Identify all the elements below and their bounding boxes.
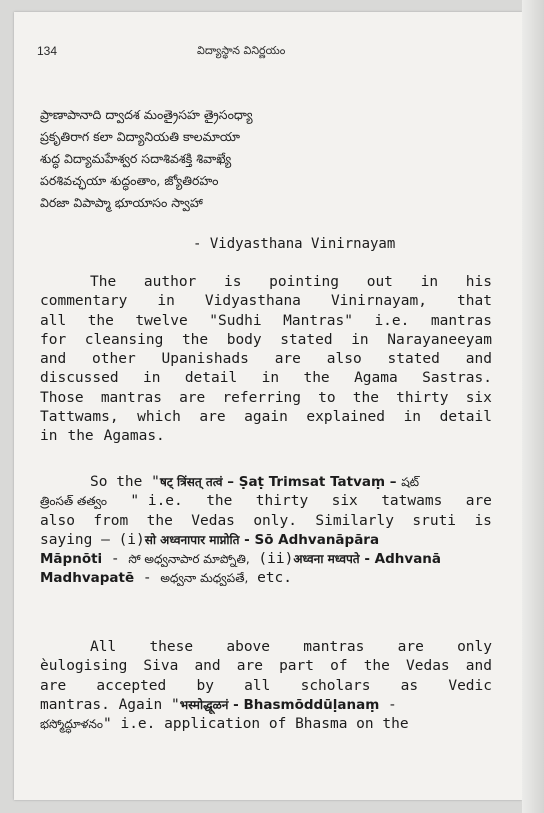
verse-line: విరజా విపాప్మా భూయాసం స్వాహా xyxy=(40,195,203,210)
word: Sastras. xyxy=(422,370,492,387)
word: commentary xyxy=(40,293,128,310)
text-span: etc. xyxy=(248,570,293,587)
word: for xyxy=(40,331,67,348)
word: six xyxy=(465,389,492,406)
para-line xyxy=(40,492,492,511)
word: the xyxy=(87,312,114,329)
para-line xyxy=(40,369,492,388)
word: part xyxy=(279,658,314,675)
word: Vinirnayam, xyxy=(330,293,427,310)
text-span: - xyxy=(228,696,244,713)
verse-attribution: - Vidyasthana Vinirnayam xyxy=(193,236,396,252)
para-line xyxy=(40,331,492,350)
word: the xyxy=(363,658,390,675)
para-line xyxy=(40,657,492,676)
word: are xyxy=(397,639,424,655)
word: Vedas xyxy=(191,512,235,529)
word: again xyxy=(244,409,288,426)
text-span: tatwams xyxy=(381,493,443,510)
word: thirty xyxy=(396,389,449,406)
word: Vidyasthana xyxy=(204,293,301,310)
transliteration-text: Sō Adhvanāpāra xyxy=(254,531,380,548)
word: detail xyxy=(439,409,492,426)
word: the xyxy=(303,370,330,387)
word: which xyxy=(137,409,181,426)
word: Narayaneeyam xyxy=(387,331,492,348)
word: and xyxy=(465,658,492,675)
word: in xyxy=(403,409,422,426)
word: are xyxy=(40,677,67,694)
word: Agamas. xyxy=(103,428,165,445)
page-edge xyxy=(522,0,544,813)
word: body xyxy=(226,331,262,348)
page-header xyxy=(37,44,497,64)
text-span: the xyxy=(206,493,233,510)
word: by xyxy=(196,677,214,694)
word: to xyxy=(318,389,336,406)
devanagari-text: अध्वना मध्वपते xyxy=(293,552,360,567)
para-line xyxy=(40,473,492,492)
word: the xyxy=(67,428,94,445)
word: mantras xyxy=(100,389,162,406)
verse-line: ప్రకృతిరాగ కలా విద్యానియతి కాలమాయా xyxy=(40,129,240,144)
telugu-text: భస్మోద్ధూళనం xyxy=(40,717,104,732)
word: only. xyxy=(253,512,297,529)
word: only xyxy=(457,639,492,655)
text-span: " i.e. xyxy=(130,493,183,510)
word: these xyxy=(149,639,194,655)
text-span: thirty xyxy=(255,493,309,510)
word: twelve xyxy=(135,312,188,329)
para-line xyxy=(40,292,492,311)
word: mantras xyxy=(430,312,492,329)
text-span: - xyxy=(359,551,375,568)
word: All xyxy=(90,639,117,655)
word: and xyxy=(40,351,67,368)
text-span: - xyxy=(134,570,161,587)
para-line xyxy=(40,715,492,734)
word: out xyxy=(366,274,393,290)
word: in xyxy=(420,274,439,290)
para-line xyxy=(40,696,492,715)
word: referring xyxy=(222,389,302,406)
word: pointing xyxy=(269,274,340,290)
para-line xyxy=(40,569,492,588)
word: Vedic xyxy=(448,677,492,694)
text-span: six xyxy=(331,493,358,510)
transliteration-text: Ṣaṭ Trimsat Tatvaṃ xyxy=(238,474,386,490)
transliteration-text: Madhvapatē xyxy=(40,570,135,587)
text-span: – xyxy=(385,474,402,490)
word: is xyxy=(224,274,242,290)
para-line xyxy=(40,677,492,696)
word: explained xyxy=(306,409,385,426)
page-number: 134 xyxy=(37,44,58,58)
devanagari-text: सो अध्वनापार माप्नोति xyxy=(144,532,240,547)
text-span: saying – (i) xyxy=(40,531,145,548)
word: in xyxy=(142,370,161,387)
para-line xyxy=(40,273,492,292)
word: scholars xyxy=(300,677,371,694)
para-line xyxy=(40,408,492,427)
paragraph-3 xyxy=(40,638,492,734)
para-line xyxy=(40,531,492,550)
word: all xyxy=(244,677,271,694)
word: his xyxy=(465,274,492,290)
transliteration-text: Bhasmōddūḷanaṃ xyxy=(243,696,380,713)
text-span: (ii) xyxy=(249,551,294,568)
word: are xyxy=(179,389,206,406)
para-line xyxy=(40,512,492,531)
para-line xyxy=(40,389,492,408)
devanagari-text: षट् त्रिंसत् तत्वं xyxy=(159,475,223,489)
word: cleansing xyxy=(84,331,164,348)
word: Upanishads xyxy=(161,351,249,368)
para-line xyxy=(40,312,492,331)
word: author xyxy=(143,274,197,290)
word: detail xyxy=(184,370,238,387)
para-line xyxy=(40,638,492,657)
word: are xyxy=(199,409,226,426)
devanagari-text: भस्मोद्धूळनं xyxy=(179,697,229,712)
telugu-text: త్రింసత్ తత్వం xyxy=(40,494,107,509)
telugu-text: షట్ xyxy=(401,475,420,489)
word: discussed xyxy=(40,370,119,387)
word: i.e. xyxy=(374,312,410,329)
word: of xyxy=(330,658,348,675)
para-line xyxy=(40,427,492,446)
word: Vedas xyxy=(406,658,450,675)
word: above xyxy=(226,639,271,655)
word: Similarly xyxy=(315,512,394,529)
text-span: - xyxy=(379,696,397,713)
word: also xyxy=(40,512,75,529)
word: are xyxy=(236,658,263,675)
transliteration-text: Māpnōti xyxy=(40,551,103,568)
word: all xyxy=(40,312,67,329)
para-line xyxy=(40,350,492,369)
word: sruti xyxy=(412,512,457,529)
word: "Sudhi xyxy=(209,312,262,329)
running-title: విద్యాస్థాన వినిర్ణయం xyxy=(197,44,286,57)
word: and xyxy=(194,658,221,675)
word: is xyxy=(474,512,492,529)
word: that xyxy=(457,293,492,310)
word: mantras xyxy=(303,639,365,655)
para-line xyxy=(40,550,492,569)
word: as xyxy=(400,677,419,694)
word: Agama xyxy=(354,370,398,387)
word: in xyxy=(40,428,58,445)
word: the xyxy=(146,512,173,529)
verse-line: పరశివచ్ఛయా శుద్ధంతాం, జ్యోతిరహం xyxy=(40,173,219,188)
word: stated xyxy=(387,351,440,368)
word: in xyxy=(261,370,280,387)
word: in xyxy=(157,293,175,310)
text-span: - xyxy=(239,531,255,548)
word: the xyxy=(181,331,209,348)
word: accepted xyxy=(96,677,167,694)
word: The xyxy=(90,274,117,290)
verse-line: శుద్ధ విద్యామహేశ్వర సదాశివశక్తి శివాఖ్యే xyxy=(40,151,232,166)
paragraph-2 xyxy=(40,473,492,589)
text-span: " i.e. application of Bhasma on the xyxy=(103,716,409,733)
verse-block xyxy=(40,104,500,214)
verse-line: ప్రాణాపానాది ద్వాదశ మంత్రైసహ త్రైసంధ్యా xyxy=(40,107,253,122)
word: also xyxy=(326,351,362,368)
word: in xyxy=(351,331,369,348)
word: stated xyxy=(280,331,333,348)
word: from xyxy=(93,512,129,529)
telugu-text: అధ్వనా మధ్వపతే, xyxy=(160,571,249,586)
telugu-text: సో అధ్వనాపార మాప్నోతి, xyxy=(128,552,250,567)
word: Siva xyxy=(143,658,179,675)
word: the xyxy=(352,389,379,406)
word: Those xyxy=(40,389,84,406)
text-span: are xyxy=(465,493,492,510)
text-span: - xyxy=(102,551,129,568)
text-span: mantras. Again " xyxy=(40,696,180,713)
word: are xyxy=(274,351,301,368)
word: and xyxy=(465,351,492,368)
word: other xyxy=(92,351,136,368)
word: Tattwams, xyxy=(40,409,119,426)
word: Mantras" xyxy=(283,312,353,329)
paragraph-1 xyxy=(40,273,492,447)
text-span: So the " xyxy=(90,474,160,490)
transliteration-text: Adhvanā xyxy=(374,551,442,568)
text-span: – xyxy=(222,474,239,490)
word: èulogising xyxy=(40,658,128,675)
